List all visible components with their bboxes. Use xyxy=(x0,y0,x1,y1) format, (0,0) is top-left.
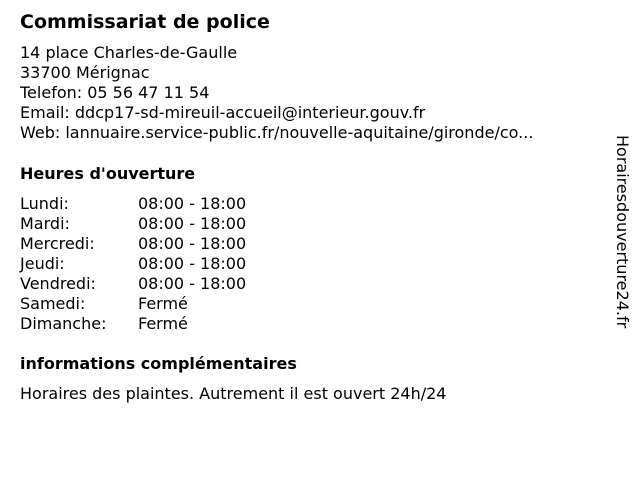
city: 33700 Mérignac xyxy=(20,63,150,82)
street-address: 14 place Charles-de-Gaulle xyxy=(20,43,238,62)
day-label: Jeudi: xyxy=(20,254,65,273)
opening-hours-heading: Heures d'ouverture xyxy=(20,164,196,183)
hours-row xyxy=(20,294,246,314)
time-range: 08:00 - 18:00 xyxy=(138,234,247,253)
day-label: Vendredi: xyxy=(20,274,96,293)
time-range: 08:00 - 18:00 xyxy=(138,194,247,213)
hours-row xyxy=(20,274,246,294)
day-label: Dimanche: xyxy=(20,314,107,333)
hours-row xyxy=(20,254,246,274)
time-range: 08:00 - 18:00 xyxy=(138,214,247,233)
time-range: Fermé xyxy=(138,294,188,313)
additional-info-heading: informations complémentaires xyxy=(20,354,297,373)
time-range: 08:00 - 18:00 xyxy=(138,254,247,273)
page-title: Commissariat de police xyxy=(20,11,270,33)
website-url: Web: lannuaire.service-public.fr/nouvelle-aquitaine/gironde/co... xyxy=(20,123,534,142)
day-label: Mardi: xyxy=(20,214,70,233)
opening-hours-table xyxy=(20,194,246,334)
additional-info-text: Horaires des plaintes. Autrement il est ouvert 24h/24 xyxy=(20,384,447,403)
hours-row xyxy=(20,234,246,254)
address-block xyxy=(20,43,533,143)
day-label: Mercredi: xyxy=(20,234,95,253)
hours-row xyxy=(20,314,246,334)
time-range: Fermé xyxy=(138,314,188,333)
time-range: 08:00 - 18:00 xyxy=(138,274,247,293)
phone-number: Telefon: 05 56 47 11 54 xyxy=(20,83,210,102)
site-brand-vertical: Horairesdouverture24.fr xyxy=(613,135,632,329)
hours-row xyxy=(20,214,246,234)
day-label: Lundi: xyxy=(20,194,69,213)
email-address: Email: ddcp17-sd-mireuil-accueil@interieur.gouv.fr xyxy=(20,103,426,122)
hours-row xyxy=(20,194,246,214)
day-label: Samedi: xyxy=(20,294,86,313)
